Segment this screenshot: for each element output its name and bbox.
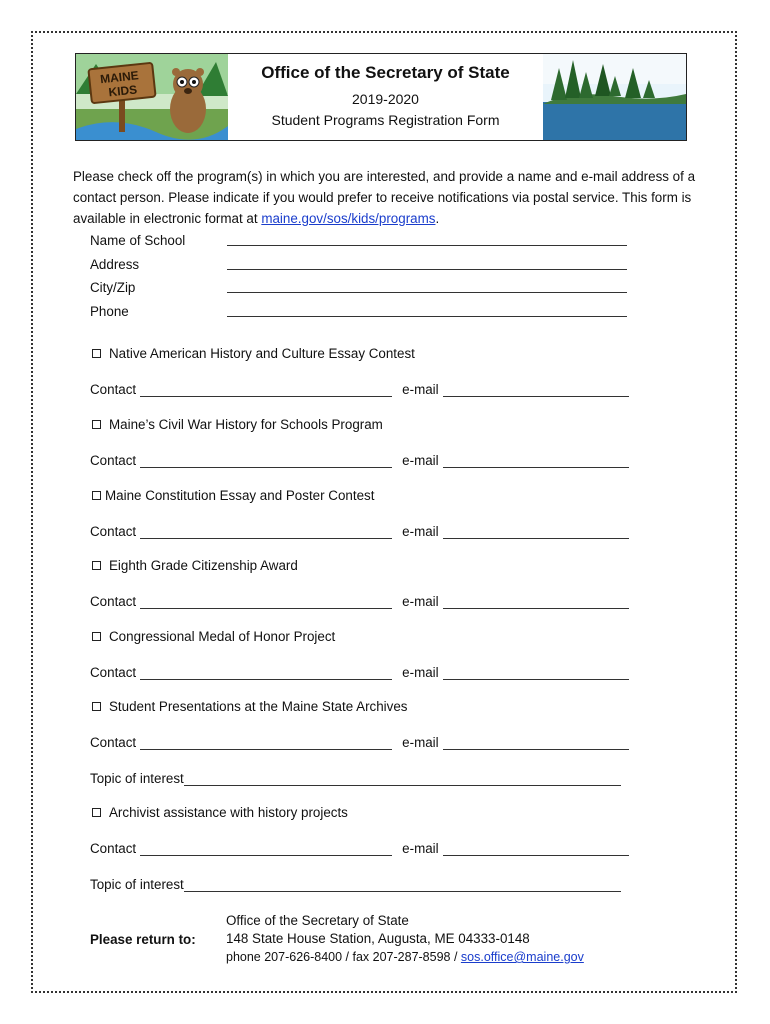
email-field[interactable] [443, 384, 629, 397]
program-title: Native American History and Culture Essay Contest [109, 346, 415, 361]
school-info-fields [90, 233, 627, 327]
phone-label: Phone [90, 303, 129, 319]
contact-field[interactable] [140, 526, 392, 539]
program-archivist-assistance [90, 805, 635, 892]
email-field[interactable] [443, 596, 629, 609]
email-field[interactable] [443, 737, 629, 750]
logo-sign-text-2: KIDS [107, 82, 138, 100]
email-field[interactable] [443, 526, 629, 539]
contact-label: Contact [90, 735, 137, 750]
header-text [228, 54, 543, 140]
contact-label: Contact [90, 594, 137, 609]
program-civil-war [90, 417, 635, 468]
address-label: Address [90, 256, 140, 272]
contact-field[interactable] [140, 384, 392, 397]
contact-label: Contact [90, 665, 137, 680]
contact-label: Contact [90, 841, 137, 856]
city-zip-row [90, 280, 627, 304]
program-checkbox[interactable] [92, 491, 101, 500]
program-checkbox[interactable] [92, 420, 101, 429]
email-label: e-mail [402, 841, 439, 856]
program-checkbox[interactable] [92, 561, 101, 570]
contact-field[interactable] [140, 737, 392, 750]
school-name-row [90, 233, 627, 257]
program-checkbox[interactable] [92, 702, 101, 711]
maine-kids-logo [76, 54, 228, 140]
program-title: Congressional Medal of Honor Project [109, 629, 336, 644]
intro-text: Please check off the program(s) in which you are interested, and provide a name and e-mail address of a contact person. Please indicate if you would prefer to receive notifications via postal service. This form is available in electronic format at [73, 169, 696, 226]
intro-paragraph [73, 166, 698, 229]
program-title: Maine’s Civil War History for Schools Program [109, 417, 383, 432]
header-form-name: Student Programs Registration Form [271, 112, 500, 128]
program-medal-of-honor [90, 629, 635, 680]
header-years: 2019-2020 [352, 91, 419, 107]
city-zip-field[interactable] [227, 280, 627, 293]
address-field[interactable] [227, 257, 627, 270]
program-checkbox[interactable] [92, 349, 101, 358]
program-checkbox[interactable] [92, 808, 101, 817]
topic-field[interactable] [184, 773, 621, 786]
city-zip-label: City/Zip [90, 280, 136, 295]
logo-sign-text-1: MAINE [99, 68, 140, 87]
topic-label: Topic of interest [90, 877, 184, 892]
contact-label: Contact [90, 382, 137, 397]
street-address: 148 State House Station, Augusta, ME 04333-0148 [226, 931, 530, 946]
school-name-field[interactable] [227, 233, 627, 246]
contact-field[interactable] [140, 667, 392, 680]
email-label: e-mail [402, 382, 439, 397]
contact-label: Contact [90, 524, 137, 539]
topic-field[interactable] [184, 879, 621, 892]
contact-field[interactable] [140, 596, 392, 609]
program-state-archives [90, 699, 635, 786]
program-citizenship-award [90, 558, 635, 609]
lake-scene-image [543, 54, 686, 140]
phone-row [90, 304, 627, 328]
program-checkbox[interactable] [92, 632, 101, 641]
office-name: Office of the Secretary of State [226, 913, 409, 928]
contact-label: Contact [90, 453, 137, 468]
form-header [75, 53, 687, 141]
email-label: e-mail [402, 594, 439, 609]
program-title: Eighth Grade Citizenship Award [109, 558, 298, 573]
header-title: Office of the Secretary of State [261, 63, 510, 82]
contact-field[interactable] [140, 455, 392, 468]
program-title: Archivist assistance with history projects [109, 805, 348, 820]
phone-fax-line [226, 948, 646, 966]
email-field[interactable] [443, 667, 629, 680]
email-label: e-mail [402, 735, 439, 750]
program-native-american [90, 346, 635, 397]
program-title: Maine Constitution Essay and Poster Contest [105, 488, 375, 503]
contact-field[interactable] [140, 843, 392, 856]
email-field[interactable] [443, 843, 629, 856]
email-label: e-mail [402, 524, 439, 539]
address-row [90, 257, 627, 281]
email-label: e-mail [402, 453, 439, 468]
school-name-label: Name of School [90, 233, 186, 248]
email-label: e-mail [402, 665, 439, 680]
phone-fax: phone 207-626-8400 / fax 207-287-8598 / [226, 950, 461, 964]
program-title: Student Presentations at the Maine State Archives [109, 699, 408, 714]
topic-label: Topic of interest [90, 771, 184, 786]
programs-link[interactable]: maine.gov/sos/kids/programs [261, 211, 436, 226]
email-field[interactable] [443, 455, 629, 468]
program-constitution-essay [90, 488, 635, 539]
intro-end: . [435, 211, 440, 226]
return-label: Please return to: [90, 932, 196, 947]
phone-field[interactable] [227, 304, 627, 317]
address-block [226, 912, 646, 966]
office-email-link[interactable]: sos.office@maine.gov [460, 950, 584, 964]
